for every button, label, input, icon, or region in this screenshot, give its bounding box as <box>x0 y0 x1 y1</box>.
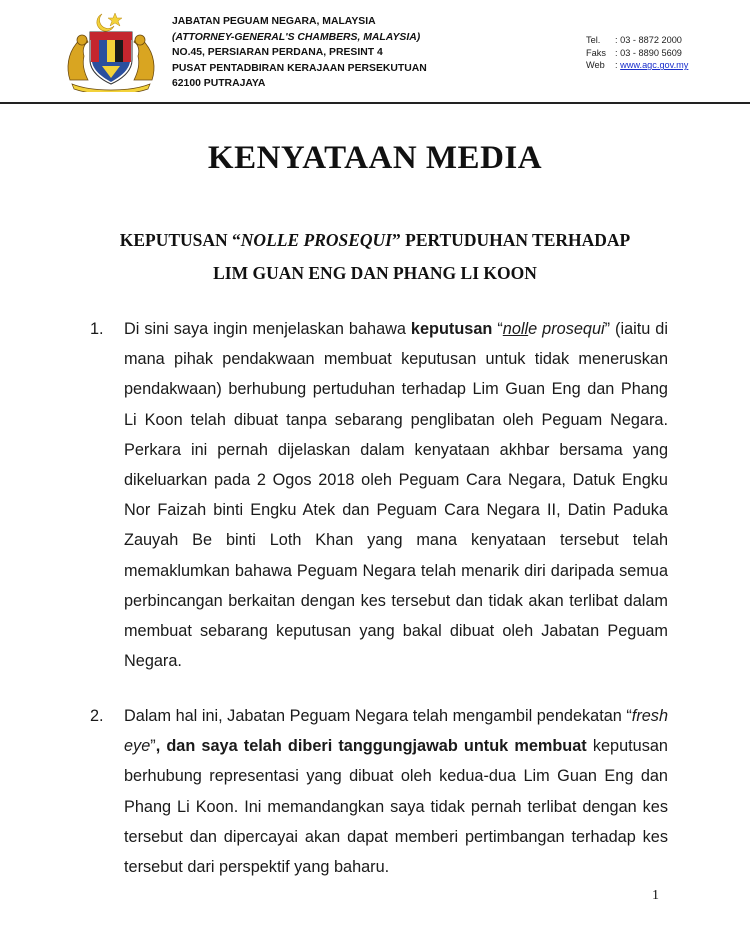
paragraph-1 <box>90 314 668 676</box>
document-subtitle <box>0 224 750 290</box>
fax-row <box>586 47 688 60</box>
coat-of-arms-icon <box>62 10 160 92</box>
subtitle-pre: KEPUTUSAN “ <box>119 230 241 250</box>
address-line-1: NO.45, PERSIARAN PERDANA, PRESINT 4 <box>172 47 383 58</box>
header-divider <box>0 102 750 104</box>
website-link[interactable]: www.agc.gov.my <box>620 60 689 71</box>
p1-text-rest: (iaitu di mana pihak pendakwaan membuat keputusan untuk tidak meneruskan pendakwaan) berhubung pertuduhan terhadap Lim Guan Eng dan Phang Li Koon telah dibuat tanpa sebarang penglibatan oleh Peguam Negara. Perkara ini pernah dijelaskan dalam kenyataan akhbar bersama yang dikeluarkan pada 2 Ogos 2018 oleh Peguam Cara Negara, Datuk Engku Nor Faizah binti Engku Atek dan Peguam Cara Negara II, Datin Paduka Zauyah Be binti Loth Khan yang mana kenyataan tersebut telah memaklumkan bahawa Peguam Negara telah menarik diri daripada semua perbincangan berkaitan dengan kes tersebut dan tidak akan terlibat dalam membuat sebarang keputusan yang bakal dibuat oleh Jabatan Peguam Negara. <box>124 320 668 671</box>
web-separator: : <box>615 60 618 71</box>
p1-close-quote: ” <box>604 320 611 338</box>
subtitle-line-1 <box>0 224 750 257</box>
paragraph-body <box>124 314 668 676</box>
p1-open-quote: “ <box>492 320 503 338</box>
fax-value: : 03 - 8890 5609 <box>615 47 682 58</box>
telephone-row <box>586 34 688 47</box>
document-title: KENYATAAN MEDIA <box>207 140 543 176</box>
paragraph-number: 2. <box>90 707 104 725</box>
p1-bold: keputusan <box>410 320 493 338</box>
subtitle-post: ” PERTUDUHAN TERHADAP <box>392 230 631 250</box>
paragraph-2 <box>90 701 668 882</box>
org-name-english: (ATTORNEY-GENERAL'S CHAMBERS, MALAYSIA) <box>172 31 421 43</box>
p2-italic: fresh eye <box>124 707 668 756</box>
p2-text-rest: keputusan berhubung representasi yang dibuat oleh kedua-dua Lim Guan Eng dan Phang Li Koon. Ini memandangkan saya tidak pernah terlibat dengan kes tersebut dan dipercayai akan dapat memberi pertimbangan terhadap kes tersebut dari perspektif yang baharu. <box>124 737 668 877</box>
web-row <box>586 59 688 72</box>
tel-label: Tel. <box>586 35 601 45</box>
p1-text-pre: Di sini saya ingin menjelaskan bahawa <box>124 320 411 338</box>
tel-value: : 03 - 8872 2000 <box>615 35 682 45</box>
address-line-3: 62100 PUTRAJAYA <box>172 78 266 89</box>
web-label: Web <box>586 60 605 71</box>
p2-close-quote: ” <box>150 737 156 756</box>
p1-italic: e prosequi <box>528 320 605 338</box>
contact-info <box>586 34 688 72</box>
subtitle-italic: NOLLE PROSEQUI <box>240 230 392 250</box>
organization-address <box>172 14 427 92</box>
p2-bold: , dan saya telah diberi tanggungjawab untuk membuat <box>155 737 587 756</box>
org-name: JABATAN PEGUAM NEGARA, MALAYSIA <box>172 16 376 27</box>
p2-text-pre: Dalam hal ini, Jabatan Peguam Negara telah mengambil pendekatan “ <box>124 707 632 725</box>
page-number: 1 <box>652 888 659 903</box>
p1-underlined: noll <box>502 320 529 338</box>
fax-label: Faks <box>586 47 606 58</box>
letterhead <box>0 0 750 104</box>
paragraph-body <box>124 701 668 882</box>
subtitle-line-2: LIM GUAN ENG DAN PHANG LI KOON <box>213 263 537 283</box>
paragraph-number: 1. <box>90 320 104 338</box>
address-line-2: PUSAT PENTADBIRAN KERAJAAN PERSEKUTUAN <box>172 62 427 74</box>
